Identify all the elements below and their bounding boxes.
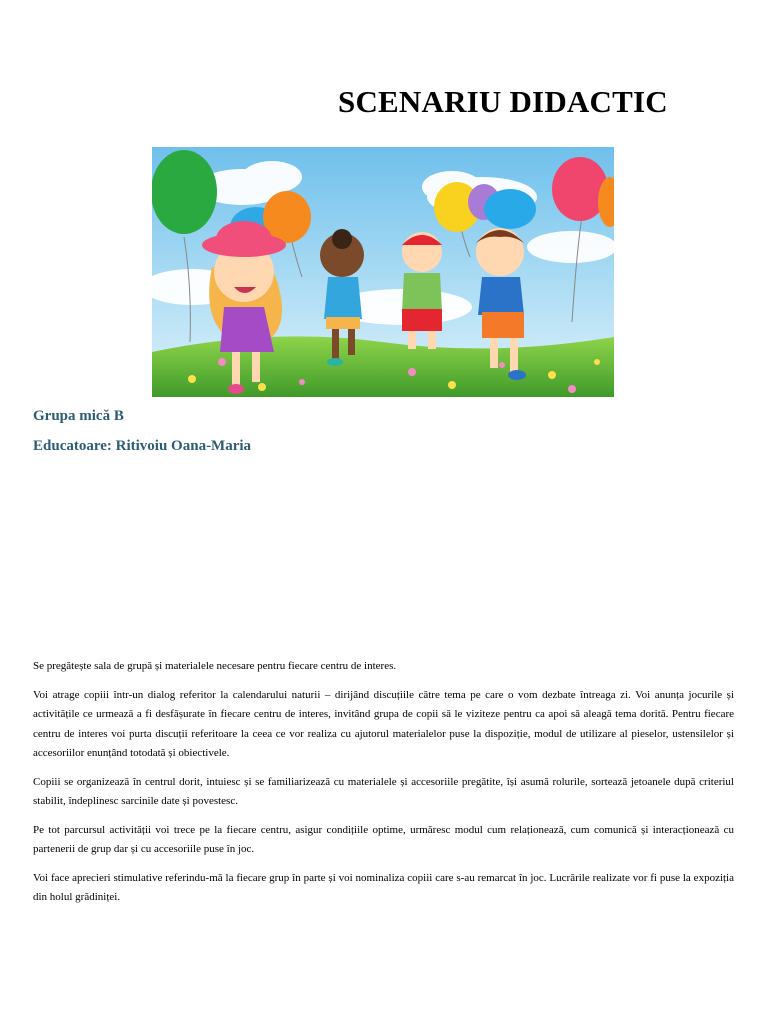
page-title: SCENARIU DIDACTIC xyxy=(338,84,668,119)
children-playing-icon xyxy=(152,147,614,397)
group-label: Grupa mică B xyxy=(33,408,124,424)
scenario-body xyxy=(33,657,734,917)
paragraph: Voi atrage copiii într-un dialog referitor la calendarului naturii – dirijând discuțiile către tema pe care o vom dezbate întreaga zi. Voi anunța jocurile și activitățile ce urmează a fi desfășurate în fiecare centru de interes, invitând grupa de copii să le viziteze pentru ca apoi să aleagă tema dorită. Pentru fiecare centru de interes voi purta discuții referitoare la ceea ce vor realiza cu ajutorul materialelor puse la dispoziție, modul de utilizare al pieselor, ustensilelor și accesoriilor enunțând totodată și obiectivele. xyxy=(33,688,734,759)
paragraph: Voi face aprecieri stimulative referindu-mă la fiecare grup în parte și voi nominaliza copiii care s-au remarcat în joc. Lucrările realizate vor fi puse la expoziția din holul grădiniței. xyxy=(33,871,734,903)
paragraph: Copiii se organizează în centrul dorit, intuiesc și se familiarizează cu materialele și accesoriile pregătite, își asumă rolurile, sortează jetoanele după criteriul stabilit, îndeplinesc sarcinile date și povestesc. xyxy=(33,775,734,807)
children-balloons-illustration xyxy=(152,147,614,397)
teacher-label: Educatoare: Ritivoiu Oana-Maria xyxy=(33,438,252,454)
paragraph: Pe tot parcursul activității voi trece pe la fiecare centru, asigur condițiile optime, urmăresc modul cum relaționează, cum comunică și interacționează cu partenerii de grup dar și cu accesoriile puse în joc. xyxy=(33,823,734,855)
paragraph: Se pregătește sala de grupă și materialele necesare pentru fiecare centru de interes. xyxy=(33,660,397,672)
